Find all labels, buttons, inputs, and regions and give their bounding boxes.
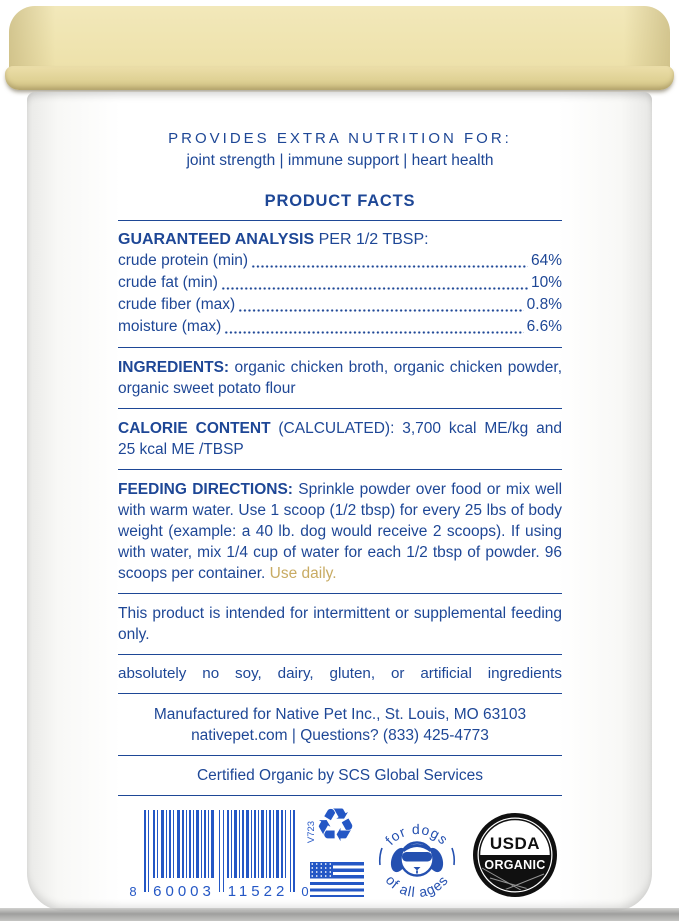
- us-flag-icon: [310, 862, 364, 897]
- badge-right-paren: [452, 848, 454, 865]
- ga-value: 10%: [530, 274, 562, 291]
- provides-headline: PROVIDES EXTRA NUTRITION FOR:: [168, 130, 512, 147]
- ingredients-text: organic chicken broth, organic chicken powder, organic sweet potato flour: [118, 359, 562, 397]
- dot-leader: [224, 330, 523, 334]
- recycling-icon: ♻: [315, 798, 357, 852]
- ga-value: 0.8%: [526, 296, 562, 313]
- badge-bottom-text: of all ages: [382, 871, 452, 901]
- barcode-digits-group2: 11522: [227, 883, 289, 900]
- benefits-line: joint strength | immune support | heart health: [186, 152, 494, 169]
- barcode-code-label: V723: [306, 820, 317, 844]
- barcode-left-digit: 8: [129, 884, 137, 899]
- ga-row-moisture: [118, 316, 562, 338]
- calorie-text: (CALCULATED): 3,700 kcal ME/kg and 25 kcal ME /TBSP: [118, 420, 562, 458]
- guaranteed-analysis-heading-bold: GUARANTEED ANALYSIS: [118, 231, 315, 248]
- barcode-digits-group1: 60003: [153, 883, 215, 900]
- manufacturer-line2: nativepet.com | Questions? (833) 425-4773: [191, 727, 489, 744]
- container-lid-edge: [5, 66, 674, 90]
- divider: [118, 795, 562, 796]
- ga-label: crude fiber (max): [118, 296, 236, 313]
- divider: [118, 693, 562, 694]
- ga-label: crude fat (min): [118, 274, 218, 291]
- dot-leader: [221, 286, 528, 290]
- flag-canton: [310, 862, 333, 878]
- divider: [118, 347, 562, 348]
- ingredients-paragraph: [118, 357, 562, 399]
- divider: [118, 755, 562, 756]
- feeding-directions-paragraph: [118, 479, 562, 584]
- dog-face-icon: [388, 843, 446, 876]
- manufacturer-line1: Manufactured for Native Pet Inc., St. Louis, MO 63103: [153, 706, 527, 723]
- organic-text: ORGANIC: [484, 858, 546, 872]
- upc-barcode: [120, 810, 322, 908]
- usda-organic-seal: [470, 810, 560, 900]
- use-daily-note: Use daily.: [269, 565, 337, 582]
- feeding-directions-heading: FEEDING DIRECTIONS:: [118, 481, 293, 498]
- back-label: [118, 130, 562, 920]
- intermittent-feeding-notice: This product is intended for intermittent or supplemental feeding only.: [118, 605, 562, 643]
- manufacturer-block: [118, 704, 562, 746]
- ga-value: 6.6%: [526, 318, 562, 335]
- divider: [118, 654, 562, 655]
- divider: [118, 593, 562, 594]
- ga-row-fiber: [118, 294, 562, 316]
- ingredients-heading: INGREDIENTS:: [118, 359, 230, 376]
- guaranteed-analysis-heading-rest: PER 1/2 TBSP:: [314, 231, 429, 248]
- divider: [118, 469, 562, 470]
- product-facts-title: PRODUCT FACTS: [264, 192, 416, 210]
- ga-label: crude protein (min): [118, 252, 249, 269]
- dot-leader: [251, 264, 528, 268]
- ga-label: moisture (max): [118, 318, 222, 335]
- badge-top-text: for dogs: [381, 820, 452, 848]
- feeding-directions-text: Sprinkle powder over food or mix well with warm water. Use 1 scoop (1/2 tbsp) for every 25 lbs of body weight (example: a 40 lb. dog would receive 2 scoops). If using with water, mix 1/4 cup of water for each 1/2 tbsp of powder. 96 scoops per container.: [118, 481, 563, 582]
- dot-leader: [238, 308, 524, 312]
- usda-text: USDA: [489, 834, 541, 853]
- calorie-heading: CALORIE CONTENT: [118, 420, 271, 437]
- guaranteed-analysis-heading: [118, 229, 562, 250]
- divider: [118, 220, 562, 221]
- badge-left-paren: [380, 848, 382, 865]
- ga-row-protein: [118, 250, 562, 272]
- divider: [118, 408, 562, 409]
- ga-value: 64%: [530, 252, 562, 269]
- no-artificial-ingredients-line: absolutely no soy, dairy, gluten, or artificial ingredients: [118, 665, 562, 682]
- barcode-right-digit: 0: [301, 884, 309, 899]
- calorie-paragraph: [118, 418, 562, 460]
- dogs-all-ages-badge: [370, 804, 464, 914]
- certification-line: Certified Organic by SCS Global Services: [196, 767, 483, 784]
- ga-row-fat: [118, 272, 562, 294]
- footer-icons-row: [118, 798, 562, 920]
